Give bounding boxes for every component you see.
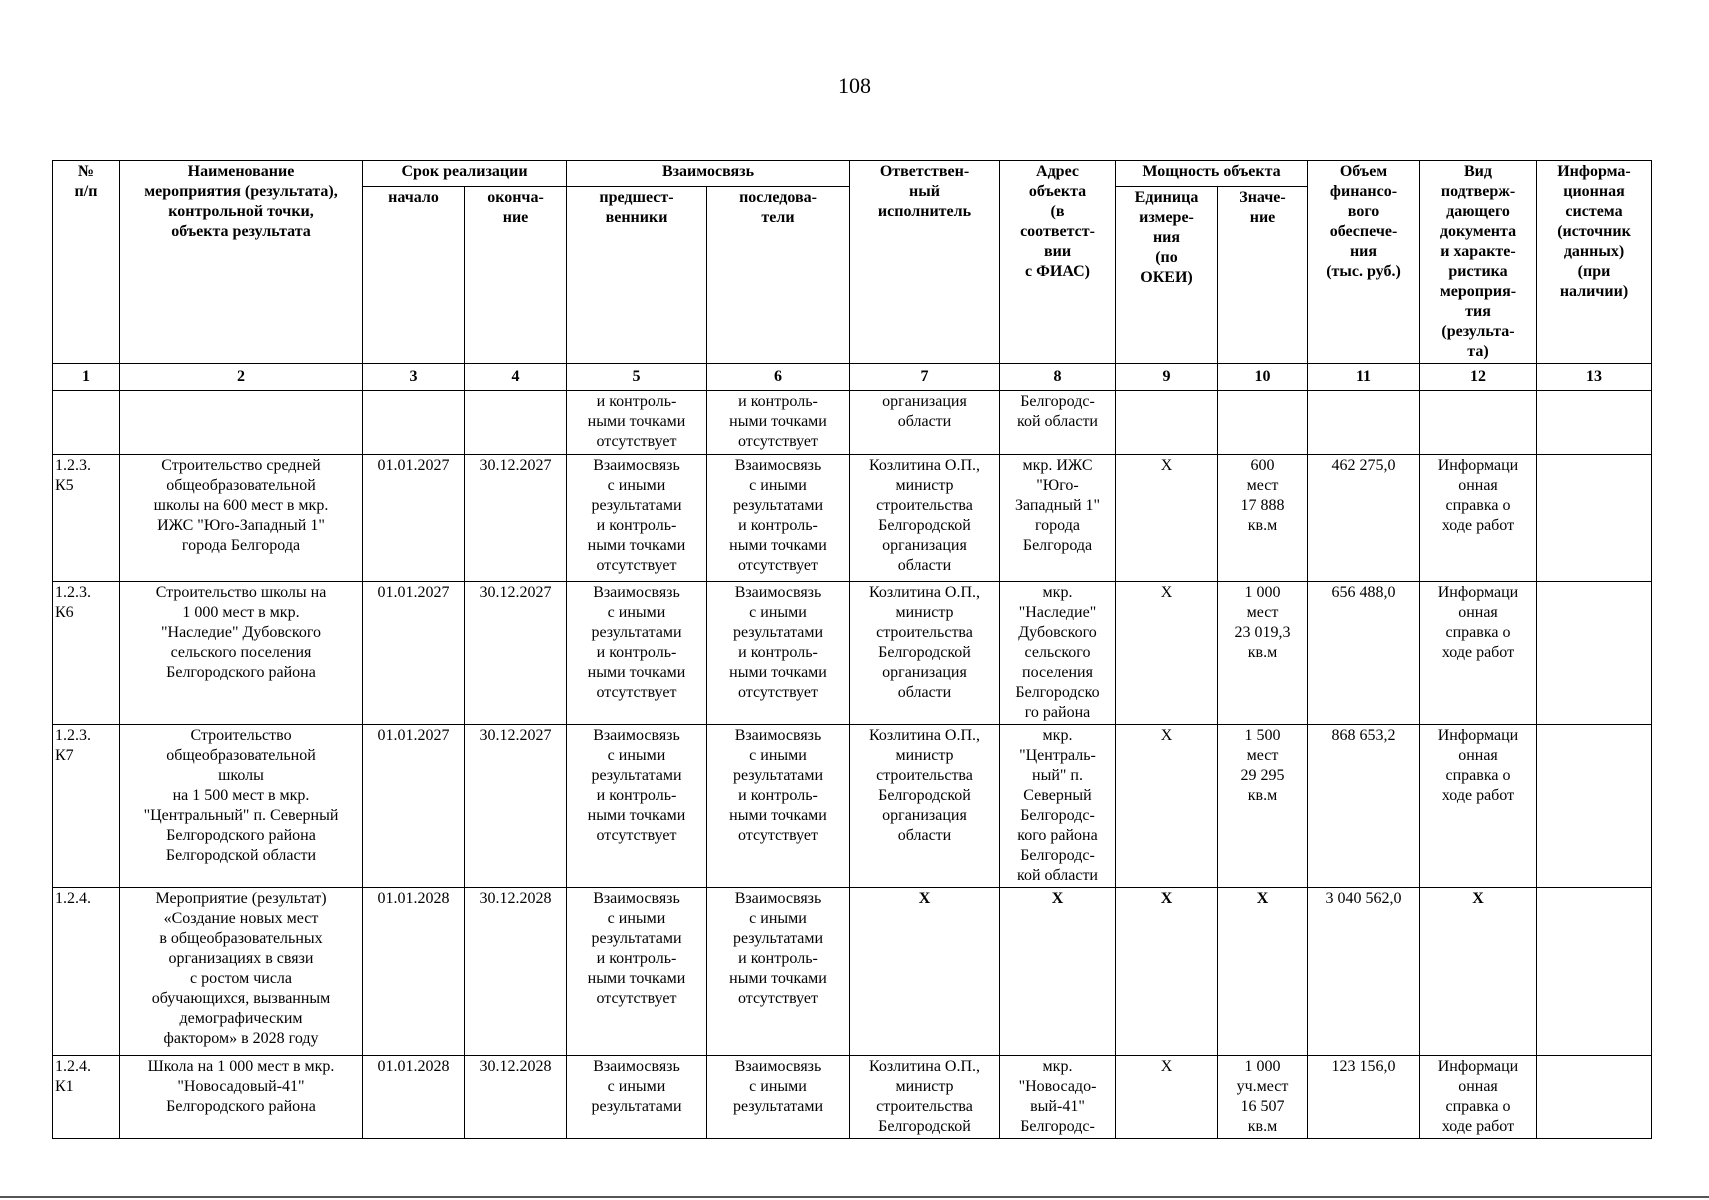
row-end: 30.12.2028 [465, 1056, 567, 1139]
row-responsible: организация области [850, 391, 1000, 455]
column-number: 6 [707, 364, 850, 391]
table-row [53, 582, 1652, 725]
row-finance [1308, 391, 1420, 455]
row-number: 1.2.3. К6 [53, 582, 120, 725]
row-responsible: Козлитина О.П., министр строительства Белгородской организация области [850, 455, 1000, 582]
row-next: Взаимосвязь с иными результатами и контроль- ными точками отсутствует [707, 725, 850, 888]
header-link-prev: предшест- венники [567, 187, 707, 364]
table-row [53, 391, 1652, 455]
header-address: Адрес объекта (в соответст- вии с ФИАС) [1000, 161, 1116, 364]
row-end: 30.12.2027 [465, 725, 567, 888]
header-doc-type: Вид подтверж- дающего документа и характе- ристика мероприя- тия (результа- та) [1420, 161, 1537, 364]
row-prev: Взаимосвязь с иными результатами [567, 1056, 707, 1139]
header-term-end: оконча- ние [465, 187, 567, 364]
header-capacity: Мощность объекта [1116, 161, 1308, 187]
header-info-system: Информа- ционная система (источник данных) (при наличии) [1537, 161, 1652, 364]
row-doc: Информаци онная справка о ходе работ [1420, 1056, 1537, 1139]
table-row [53, 455, 1652, 582]
row-start: 01.01.2027 [363, 725, 465, 888]
row-address: мкр. "Наследие" Дубовского сельского поселения Белгородско го района [1000, 582, 1116, 725]
row-name: Строительство школы на 1 000 мест в мкр. "Наследие" Дубовского сельского поселения Белгородского района [120, 582, 363, 725]
row-responsible: Козлитина О.П., министр строительства Белгородской [850, 1056, 1000, 1139]
row-address: мкр. ИЖС "Юго- Западный 1" города Белгорода [1000, 455, 1116, 582]
row-next: Взаимосвязь с иными результатами и контроль- ными точками отсутствует [707, 888, 850, 1056]
row-name: Строительство средней общеобразовательной школы на 600 мест в мкр. ИЖС "Юго-Западный 1" города Белгорода [120, 455, 363, 582]
row-name [120, 391, 363, 455]
table-row [53, 725, 1652, 888]
row-address: мкр. "Новосадо- вый-41" Белгородс- [1000, 1056, 1116, 1139]
row-info [1537, 582, 1652, 725]
row-unit [1116, 391, 1218, 455]
header-term: Срок реализации [363, 161, 567, 187]
row-info [1537, 391, 1652, 455]
row-doc: Информаци онная справка о ходе работ [1420, 455, 1537, 582]
row-start: 01.01.2027 [363, 582, 465, 725]
row-prev: Взаимосвязь с иными результатами и контроль- ными точками отсутствует [567, 888, 707, 1056]
page-number: 108 [838, 73, 871, 98]
bottom-edge-line [0, 1196, 1709, 1198]
column-number: 10 [1218, 364, 1308, 391]
activities-table [52, 160, 1652, 1139]
row-info [1537, 1056, 1652, 1139]
row-finance: 3 040 562,0 [1308, 888, 1420, 1056]
row-unit: Х [1116, 725, 1218, 888]
row-start: 01.01.2027 [363, 455, 465, 582]
header-responsible: Ответствен- ный исполнитель [850, 161, 1000, 364]
row-unit: Х [1116, 455, 1218, 582]
header-link-next: последова- тели [707, 187, 850, 364]
column-number: 8 [1000, 364, 1116, 391]
column-number: 9 [1116, 364, 1218, 391]
row-end: 30.12.2027 [465, 455, 567, 582]
row-prev: Взаимосвязь с иными результатами и контроль- ными точками отсутствует [567, 455, 707, 582]
header-name: Наименование мероприятия (результата), контрольной точки, объекта результата [120, 161, 363, 364]
row-value: 1 000 мест 23 019,3 кв.м [1218, 582, 1308, 725]
row-next: и контроль- ными точками отсутствует [707, 391, 850, 455]
column-number: 5 [567, 364, 707, 391]
row-number: 1.2.3. К5 [53, 455, 120, 582]
row-name: Строительство общеобразовательной школы на 1 500 мест в мкр. "Центральный" п. Северный Белгородского района Белгородской области [120, 725, 363, 888]
row-end: 30.12.2027 [465, 582, 567, 725]
row-address: мкр. "Централь- ный" п. Северный Белгородс- кого района Белгородс- кой области [1000, 725, 1116, 888]
row-finance: 656 488,0 [1308, 582, 1420, 725]
row-number: 1.2.4. [53, 888, 120, 1056]
row-unit: Х [1116, 1056, 1218, 1139]
row-doc: Информаци онная справка о ходе работ [1420, 725, 1537, 888]
header-number: № п/п [53, 161, 120, 364]
row-value: Х [1218, 888, 1308, 1056]
header-finance: Объем финансо- вого обеспече- ния (тыс. руб.) [1308, 161, 1420, 364]
row-end [465, 391, 567, 455]
row-info [1537, 888, 1652, 1056]
row-end: 30.12.2028 [465, 888, 567, 1056]
row-start: 01.01.2028 [363, 1056, 465, 1139]
row-address: Х [1000, 888, 1116, 1056]
column-number: 12 [1420, 364, 1537, 391]
row-unit: Х [1116, 888, 1218, 1056]
row-prev: Взаимосвязь с иными результатами и контроль- ными точками отсутствует [567, 582, 707, 725]
row-responsible: Х [850, 888, 1000, 1056]
row-doc: Информаци онная справка о ходе работ [1420, 582, 1537, 725]
header-capacity-unit: Единица измере- ния (по ОКЕИ) [1116, 187, 1218, 364]
row-doc [1420, 391, 1537, 455]
row-value: 600 мест 17 888 кв.м [1218, 455, 1308, 582]
column-number: 11 [1308, 364, 1420, 391]
table-row [53, 1056, 1652, 1139]
row-number: 1.2.3. К7 [53, 725, 120, 888]
column-number: 7 [850, 364, 1000, 391]
row-next: Взаимосвязь с иными результатами [707, 1056, 850, 1139]
row-responsible: Козлитина О.П., министр строительства Белгородской организация области [850, 582, 1000, 725]
row-value: 1 500 мест 29 295 кв.м [1218, 725, 1308, 888]
row-name: Мероприятие (результат) «Создание новых мест в общеобразовательных организациях в связи с ростом числа обучающихся, вызванным демографическим фактором» в 2028 году [120, 888, 363, 1056]
row-name: Школа на 1 000 мест в мкр. "Новосадовый-41" Белгородского района [120, 1056, 363, 1139]
row-number [53, 391, 120, 455]
column-number: 1 [53, 364, 120, 391]
row-finance: 868 653,2 [1308, 725, 1420, 888]
header-capacity-value: Значе- ние [1218, 187, 1308, 364]
column-number: 3 [363, 364, 465, 391]
row-responsible: Козлитина О.П., министр строительства Белгородской организация области [850, 725, 1000, 888]
row-prev: Взаимосвязь с иными результатами и контроль- ными точками отсутствует [567, 725, 707, 888]
row-number: 1.2.4. К1 [53, 1056, 120, 1139]
column-number: 13 [1537, 364, 1652, 391]
row-next: Взаимосвязь с иными результатами и контроль- ными точками отсутствует [707, 455, 850, 582]
header-link: Взаимосвязь [567, 161, 850, 187]
row-info [1537, 725, 1652, 888]
row-start: 01.01.2028 [363, 888, 465, 1056]
column-number: 2 [120, 364, 363, 391]
column-number-row [53, 364, 1652, 391]
header-term-start: начало [363, 187, 465, 364]
row-info [1537, 455, 1652, 582]
row-value: 1 000 уч.мест 16 507 кв.м [1218, 1056, 1308, 1139]
row-value [1218, 391, 1308, 455]
row-finance: 462 275,0 [1308, 455, 1420, 582]
column-number: 4 [465, 364, 567, 391]
row-next: Взаимосвязь с иными результатами и контроль- ными точками отсутствует [707, 582, 850, 725]
row-doc: Х [1420, 888, 1537, 1056]
row-finance: 123 156,0 [1308, 1056, 1420, 1139]
row-unit: Х [1116, 582, 1218, 725]
row-prev: и контроль- ными точками отсутствует [567, 391, 707, 455]
row-address: Белгородс- кой области [1000, 391, 1116, 455]
row-start [363, 391, 465, 455]
table-row [53, 888, 1652, 1056]
